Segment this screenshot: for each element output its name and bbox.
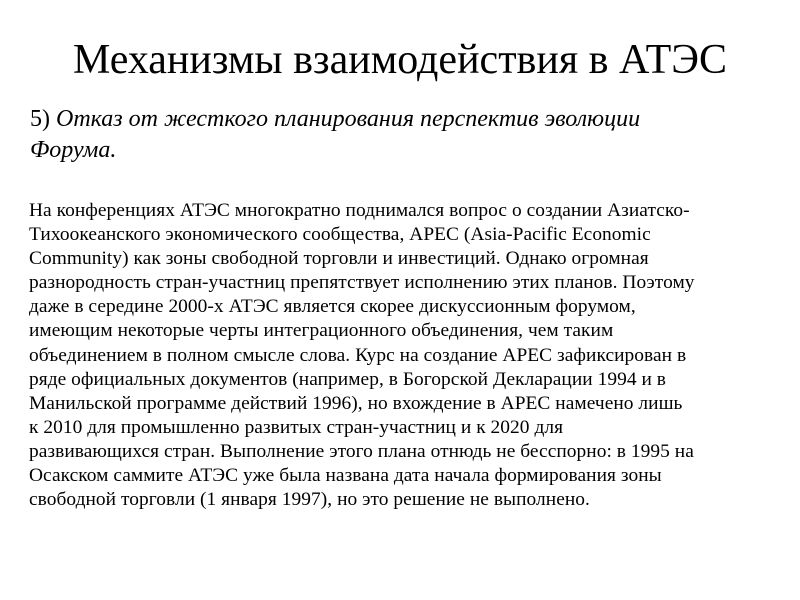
body-paragraph [29,199,789,512]
slide-title: Механизмы взаимодействия в АТЭС [72,37,728,83]
body-line: к 2010 для промышленно развитых стран-участниц и к 2020 для [29,416,564,438]
body-line: Манильской программе действий 1996), но вхождение в APEC намечено лишь [29,392,683,414]
body-line: Осакском саммите АТЭС уже была названа дата начала формирования зоны [29,465,662,487]
body-line: объединением в полном смысле слова. Курс на создание APEC зафиксирован в [29,344,687,366]
body-line: Тихоокеанского экономического сообщества, APEC (Asia-Pacific Economic [29,224,651,246]
subtitle-line-2: Форума. [30,137,117,163]
body-line: Community) как зоны свободной торговли и инвестиций. Однако огромная [29,248,649,270]
body-line: свободной торговли (1 января 1997), но это решение не выполнено. [29,489,590,511]
body-line: имеющим некоторые черты интеграционного объединения, чем таким [29,320,614,342]
subtitle-line-1: Отказ от жесткого планирования перспектив эволюции [56,106,641,132]
body-line: На конференциях АТЭС многократно поднимался вопрос о создании Азиатско- [29,200,690,221]
body-line: разнородность стран-участниц препятствует исполнению этих планов. Поэтому [29,272,695,294]
body-line: развивающихся стран. Выполнение этого плана отнюдь не бесспорно: в 1995 на [29,440,694,462]
subtitle-number: 5) [30,106,50,132]
body-line: ряде официальных документов (например, в Богорской Декларации 1994 и в [29,368,667,390]
body-line: даже в середине 2000-х АТЭС является скорее дискуссионным форумом, [29,296,636,318]
slide-subtitle [30,104,730,166]
